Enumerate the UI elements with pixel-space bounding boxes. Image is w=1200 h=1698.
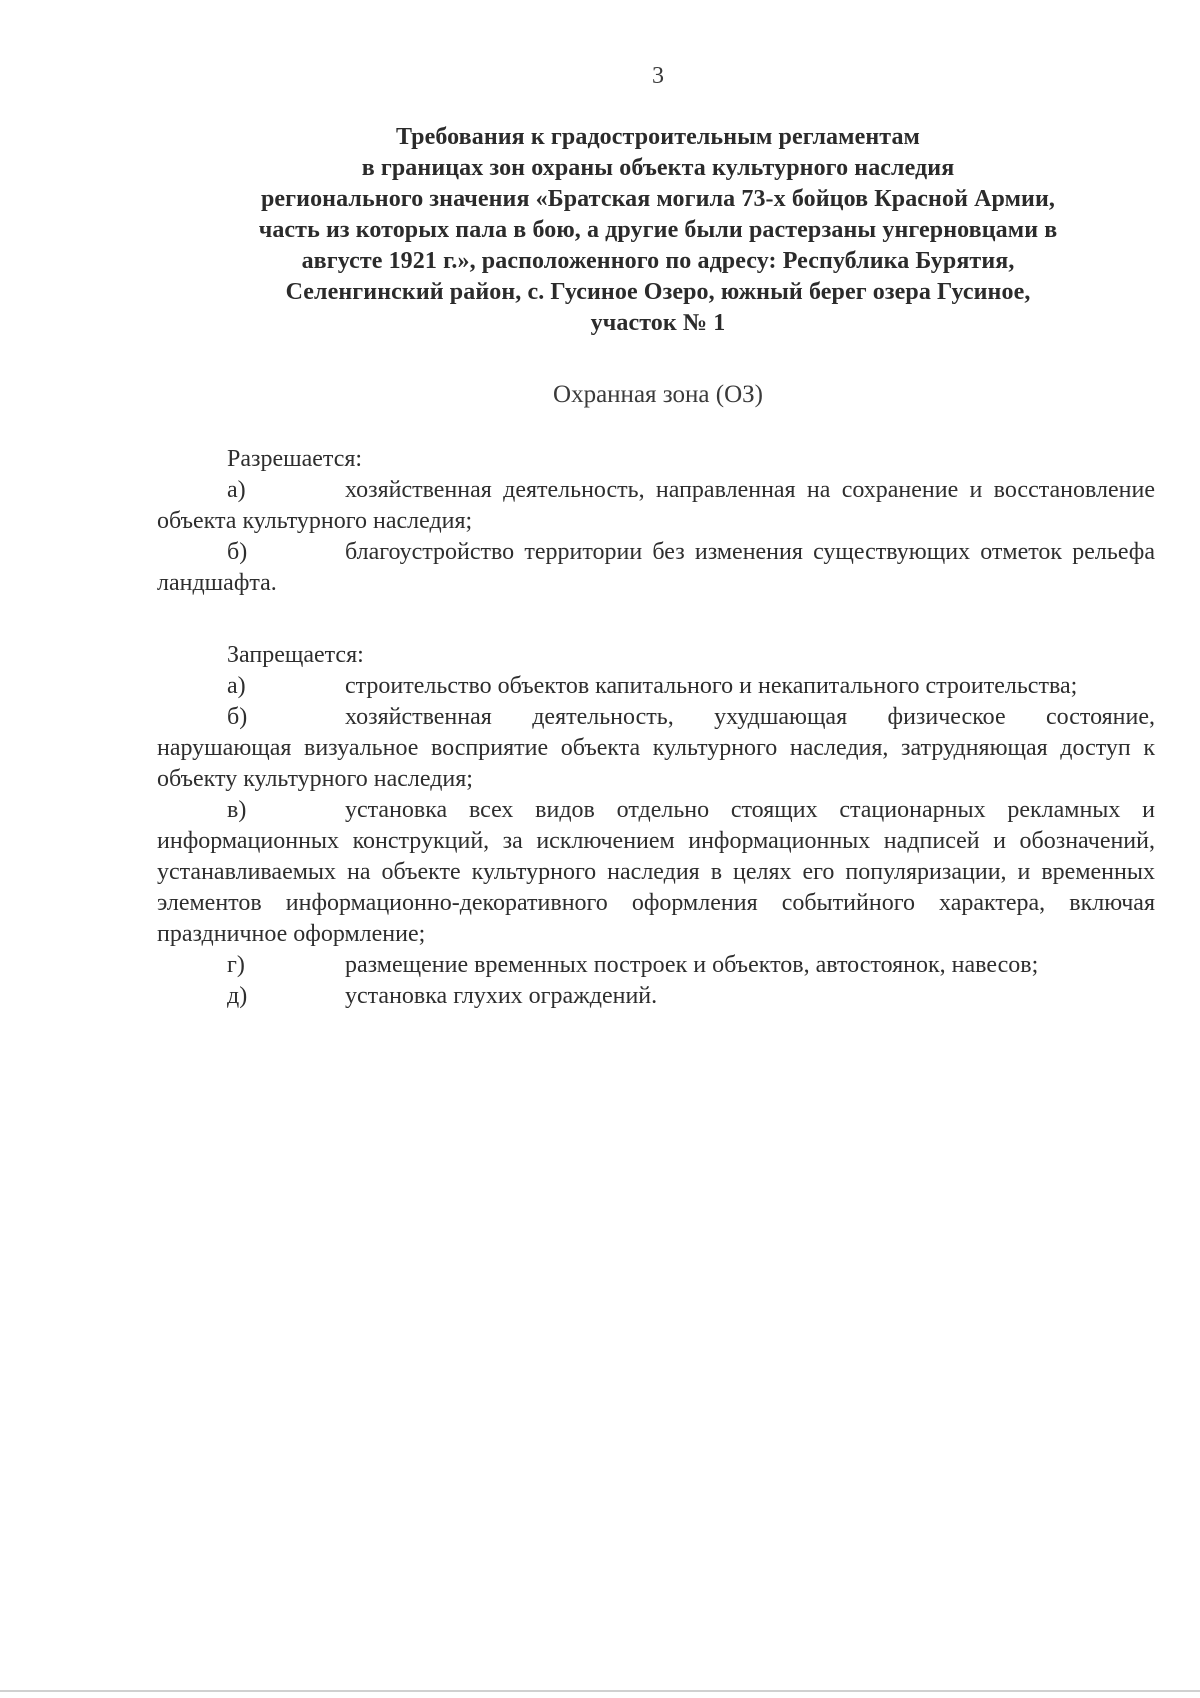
allowed-heading: Разрешается:	[227, 446, 363, 472]
item-text: установка глухих ограждений.	[345, 983, 658, 1009]
title-line: Требования к градостроительным регламентам	[395, 124, 921, 150]
forbidden-item	[157, 950, 1155, 981]
item-marker: г)	[227, 952, 245, 978]
title-line: часть из которых пала в бою, а другие были растерзаны унгерновцами в	[258, 217, 1058, 243]
title-line: участок № 1	[590, 310, 726, 336]
forbidden-item	[157, 671, 1155, 702]
title-line: Селенгинский район, с. Гусиное Озеро, южный берег озера Гусиное,	[285, 279, 1031, 305]
item-marker: а)	[227, 477, 246, 503]
item-text: размещение временных построек и объектов, автостоянок, навесов;	[345, 952, 1039, 978]
forbidden-section	[157, 640, 1155, 1012]
item-marker: д)	[227, 983, 248, 1009]
forbidden-item	[157, 702, 1155, 795]
item-marker: в)	[227, 797, 247, 823]
title-line: в границах зон охраны объекта культурного наследия	[361, 155, 955, 181]
forbidden-heading: Запрещается:	[227, 642, 364, 668]
allowed-item	[157, 537, 1155, 599]
item-text: строительство объектов капитального и некапитального строительства;	[345, 673, 1078, 699]
item-marker: б)	[227, 704, 248, 730]
scan-edge-line	[0, 1690, 1200, 1692]
title-line: регионального значения «Братская могила 73-х бойцов Красной Армии,	[260, 186, 1056, 212]
allowed-section	[157, 444, 1155, 599]
zone-title: Охранная зона (ОЗ)	[553, 381, 763, 408]
title-line: августе 1921 г.», расположенного по адресу: Республика Бурятия,	[301, 248, 1015, 274]
item-marker: а)	[227, 673, 246, 699]
item-text: благоустройство территории без изменения существующих отметок рельефа ландшафта.	[157, 539, 1155, 596]
document-title	[160, 122, 1156, 339]
forbidden-item	[157, 981, 1155, 1012]
item-text: установка всех видов отдельно стоящих стационарных рекламных и информационных конструкций, за исключением информационных надписей и обозначений, устанавливаемых на объекте культурного наследия в целях его популяризации, и временных элементов информационно-декоративного оформления событийного характера, включая праздничное оформление;	[157, 797, 1155, 947]
forbidden-item	[157, 795, 1155, 950]
item-marker: б)	[227, 539, 248, 565]
allowed-item	[157, 475, 1155, 537]
item-text: хозяйственная деятельность, направленная на сохранение и восстановление объекта культурного наследия;	[157, 477, 1155, 534]
item-text: хозяйственная деятельность, ухудшающая физическое состояние, нарушающая визуальное восприятие объекта культурного наследия, затрудняющая доступ к объекту культурного наследия;	[157, 704, 1155, 792]
page-number: 3	[652, 63, 664, 89]
